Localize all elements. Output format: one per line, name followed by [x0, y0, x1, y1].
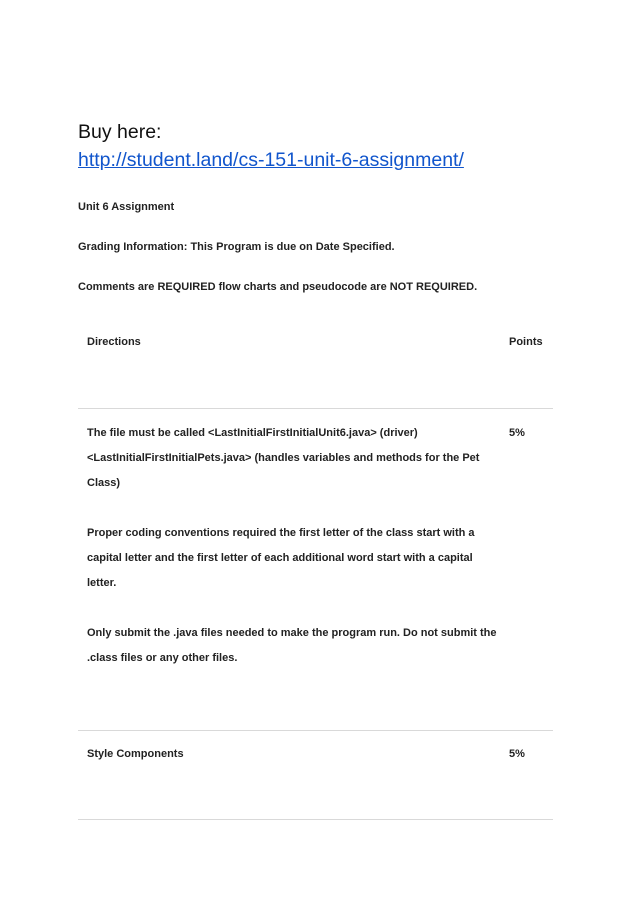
- coding-conventions-paragraph: Proper coding conventions required the first letter of the class start with a capital letter and the first letter of each additional word start with a capital letter.: [87, 527, 475, 589]
- table-header-row: [78, 322, 553, 409]
- assignment-title: Unit 6 Assignment: [78, 201, 175, 213]
- table-row: [78, 731, 553, 820]
- directions-header: Directions: [87, 336, 141, 348]
- points-header: Points: [509, 336, 543, 348]
- submission-paragraph: Only submit the .java files needed to make the program run. Do not submit the .class files or any other files.: [87, 627, 497, 664]
- grading-table: [78, 322, 553, 820]
- points-cell: 5%: [509, 427, 525, 439]
- style-components-label: Style Components: [87, 748, 184, 760]
- points-cell: 5%: [509, 748, 525, 760]
- file-naming-paragraph: The file must be called <LastInitialFirstInitialUnit6.java> (driver) <LastInitialFirstInitialPets.java> (handles variables and methods for the Pet Class): [87, 427, 480, 489]
- grading-information: Grading Information: This Program is due on Date Specified.: [78, 241, 395, 253]
- comments-requirement: Comments are REQUIRED flow charts and pseudocode are NOT REQUIRED.: [78, 281, 478, 293]
- directions-cell: [87, 421, 497, 671]
- purchase-link[interactable]: http://student.land/cs-151-unit-6-assignment/: [78, 149, 464, 171]
- buy-here-label: Buy here:: [78, 121, 162, 143]
- directions-cell: [87, 742, 497, 767]
- table-row: [78, 409, 553, 731]
